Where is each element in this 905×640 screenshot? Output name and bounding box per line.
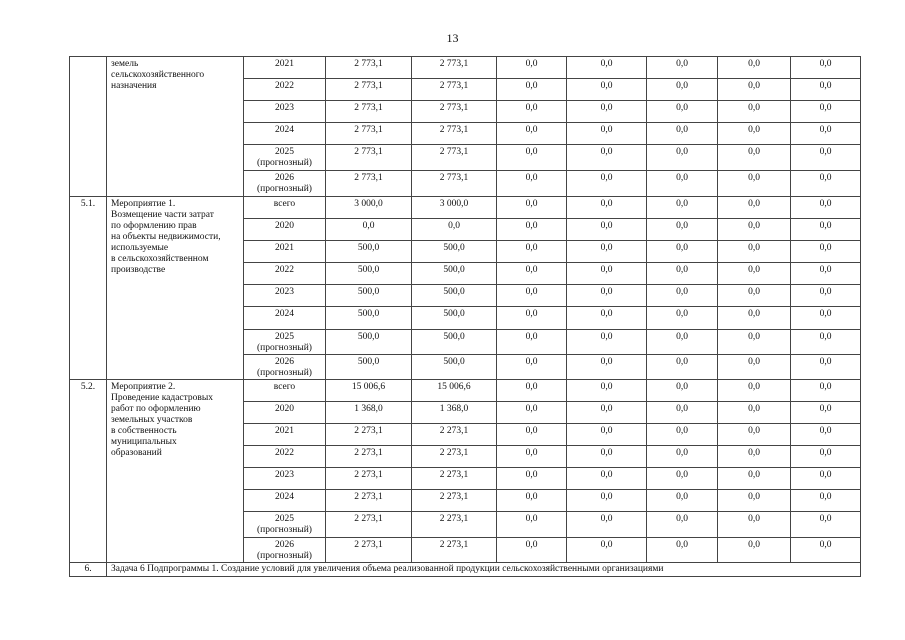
- value-cell: 0,0: [567, 219, 647, 241]
- value-cell: 0,0: [497, 123, 567, 145]
- value-cell: 0,0: [718, 490, 791, 512]
- value-cell: 2 773,1: [412, 101, 497, 123]
- value-cell: 0,0: [497, 330, 567, 355]
- value-cell: 2 273,1: [326, 538, 412, 563]
- year-label: 2026: [275, 357, 294, 367]
- value-cell: 0,0: [567, 285, 647, 307]
- year-cell: [244, 219, 326, 241]
- value-cell: 2 273,1: [412, 538, 497, 563]
- value-cell: 0,0: [497, 307, 567, 330]
- value-cell: 0,0: [497, 468, 567, 490]
- value-cell: 0,0: [647, 197, 718, 219]
- description-line: Проведение кадастровых: [111, 393, 214, 403]
- value-cell: 0,0: [791, 490, 861, 512]
- year-label: 2023: [275, 103, 294, 113]
- year-label: 2020: [275, 404, 294, 414]
- value-cell: 2 773,1: [412, 79, 497, 101]
- value-cell: 0,0: [791, 446, 861, 468]
- year-cell: [244, 285, 326, 307]
- value-cell: 0,0: [718, 241, 791, 263]
- item-description: [107, 57, 244, 197]
- value-cell: 500,0: [412, 330, 497, 355]
- item-code: 5.1.: [70, 197, 107, 380]
- value-cell: 2 773,1: [326, 145, 412, 171]
- year-cell: [244, 241, 326, 263]
- value-cell: 0,0: [647, 490, 718, 512]
- year-cell: [244, 79, 326, 101]
- value-cell: 0,0: [567, 380, 647, 402]
- value-cell: 0,0: [647, 512, 718, 538]
- value-cell: 0,0: [718, 380, 791, 402]
- year-cell: [244, 355, 326, 380]
- value-cell: 0,0: [791, 355, 861, 380]
- description-line: на объекты недвижимости,: [111, 232, 221, 242]
- value-cell: 0,0: [567, 538, 647, 563]
- forecast-label: (прогнозный): [257, 343, 312, 353]
- year-label: 2025: [275, 147, 294, 157]
- value-cell: 2 273,1: [412, 424, 497, 446]
- value-cell: 1 368,0: [412, 402, 497, 424]
- value-cell: 0,0: [497, 145, 567, 171]
- value-cell: 0,0: [647, 402, 718, 424]
- year-label: 2024: [275, 125, 294, 135]
- value-cell: 0,0: [567, 123, 647, 145]
- value-cell: 0,0: [567, 171, 647, 197]
- value-cell: 0,0: [497, 241, 567, 263]
- table-row: [70, 380, 861, 402]
- value-cell: 2 273,1: [412, 490, 497, 512]
- year-cell: [244, 101, 326, 123]
- value-cell: 0,0: [497, 197, 567, 219]
- value-cell: 0,0: [718, 123, 791, 145]
- value-cell: 0,0: [567, 424, 647, 446]
- value-cell: 500,0: [326, 355, 412, 380]
- value-cell: 2 273,1: [412, 512, 497, 538]
- value-cell: 2 773,1: [326, 101, 412, 123]
- value-cell: 0,0: [497, 424, 567, 446]
- value-cell: 0,0: [791, 380, 861, 402]
- value-cell: 0,0: [567, 263, 647, 285]
- year-label: 2026: [275, 540, 294, 550]
- value-cell: 0,0: [497, 101, 567, 123]
- value-cell: 0,0: [718, 538, 791, 563]
- value-cell: 0,0: [567, 79, 647, 101]
- value-cell: 0,0: [497, 512, 567, 538]
- value-cell: 0,0: [647, 330, 718, 355]
- value-cell: 0,0: [567, 57, 647, 79]
- value-cell: 0,0: [718, 101, 791, 123]
- description-line: Возмещение части затрат: [111, 210, 214, 220]
- value-cell: 0,0: [647, 263, 718, 285]
- value-cell: 2 273,1: [326, 490, 412, 512]
- value-cell: 0,0: [718, 285, 791, 307]
- value-cell: 0,0: [497, 402, 567, 424]
- forecast-label: (прогнозный): [257, 368, 312, 378]
- value-cell: 0,0: [567, 402, 647, 424]
- value-cell: 0,0: [567, 197, 647, 219]
- value-cell: 0,0: [647, 285, 718, 307]
- year-cell: [244, 145, 326, 171]
- value-cell: 0,0: [718, 145, 791, 171]
- value-cell: 2 273,1: [412, 468, 497, 490]
- forecast-label: (прогнозный): [257, 551, 312, 561]
- value-cell: 0,0: [718, 355, 791, 380]
- value-cell: 0,0: [791, 171, 861, 197]
- value-cell: 0,0: [791, 468, 861, 490]
- year-cell: [244, 380, 326, 402]
- value-cell: 0,0: [647, 57, 718, 79]
- value-cell: 0,0: [412, 219, 497, 241]
- value-cell: 0,0: [718, 219, 791, 241]
- value-cell: 0,0: [718, 424, 791, 446]
- value-cell: 0,0: [647, 307, 718, 330]
- value-cell: 500,0: [412, 355, 497, 380]
- description-line: муниципальных: [111, 437, 177, 447]
- description-line: земель: [111, 59, 139, 69]
- value-cell: 0,0: [791, 79, 861, 101]
- value-cell: 2 773,1: [412, 171, 497, 197]
- description-line: земельных участков: [111, 415, 193, 425]
- page-number: 13: [446, 31, 459, 45]
- value-cell: 0,0: [791, 512, 861, 538]
- value-cell: 2 773,1: [326, 79, 412, 101]
- value-cell: 2 773,1: [412, 123, 497, 145]
- value-cell: 0,0: [497, 355, 567, 380]
- forecast-label: (прогнозный): [257, 158, 312, 168]
- value-cell: 0,0: [647, 468, 718, 490]
- description-line: образований: [111, 448, 162, 458]
- value-cell: 0,0: [647, 241, 718, 263]
- value-cell: 0,0: [567, 355, 647, 380]
- value-cell: 0,0: [567, 468, 647, 490]
- value-cell: 0,0: [718, 57, 791, 79]
- value-cell: 0,0: [718, 330, 791, 355]
- value-cell: 0,0: [791, 307, 861, 330]
- item-code: 5.2.: [70, 380, 107, 563]
- value-cell: 0,0: [791, 402, 861, 424]
- year-cell: [244, 538, 326, 563]
- value-cell: 0,0: [791, 241, 861, 263]
- value-cell: 2 773,1: [412, 145, 497, 171]
- value-cell: 0,0: [497, 380, 567, 402]
- description-line: сельскохозяйственного: [111, 70, 205, 80]
- year-label: 2021: [275, 426, 294, 436]
- year-label: 2022: [275, 265, 294, 275]
- value-cell: 0,0: [791, 424, 861, 446]
- table-row: [70, 57, 861, 79]
- value-cell: 0,0: [791, 330, 861, 355]
- value-cell: 0,0: [497, 79, 567, 101]
- description-line: работ по оформлению: [111, 404, 201, 414]
- year-cell: [244, 512, 326, 538]
- value-cell: 0,0: [567, 446, 647, 468]
- value-cell: 0,0: [718, 307, 791, 330]
- value-cell: 0,0: [647, 380, 718, 402]
- value-cell: 15 006,6: [326, 380, 412, 402]
- year-cell: [244, 307, 326, 330]
- description-line: в сельскохозяйственном: [111, 254, 209, 264]
- year-cell: [244, 171, 326, 197]
- value-cell: 0,0: [497, 57, 567, 79]
- value-cell: 0,0: [718, 446, 791, 468]
- budget-table: [69, 56, 861, 577]
- value-cell: 0,0: [791, 57, 861, 79]
- item-description: [107, 380, 244, 563]
- year-cell: [244, 446, 326, 468]
- value-cell: 0,0: [647, 219, 718, 241]
- value-cell: 0,0: [718, 402, 791, 424]
- value-cell: 0,0: [567, 330, 647, 355]
- value-cell: 0,0: [647, 79, 718, 101]
- item-description: [107, 197, 244, 380]
- item-code: [70, 57, 107, 197]
- value-cell: 0,0: [718, 197, 791, 219]
- year-label: всего: [273, 382, 296, 392]
- value-cell: 0,0: [567, 490, 647, 512]
- value-cell: 0,0: [791, 285, 861, 307]
- description-line: производстве: [111, 265, 166, 275]
- year-label: 2023: [275, 287, 294, 297]
- year-cell: [244, 57, 326, 79]
- value-cell: 0,0: [718, 171, 791, 197]
- year-cell: [244, 402, 326, 424]
- value-cell: 0,0: [567, 512, 647, 538]
- value-cell: 2 273,1: [412, 446, 497, 468]
- value-cell: 0,0: [791, 145, 861, 171]
- value-cell: 0,0: [497, 219, 567, 241]
- year-label: 2024: [275, 492, 294, 502]
- value-cell: 2 273,1: [326, 512, 412, 538]
- value-cell: 0,0: [718, 468, 791, 490]
- year-label: всего: [273, 199, 296, 209]
- value-cell: 0,0: [497, 263, 567, 285]
- value-cell: 0,0: [326, 219, 412, 241]
- value-cell: 0,0: [647, 101, 718, 123]
- forecast-label: (прогнозный): [257, 184, 312, 194]
- year-cell: [244, 490, 326, 512]
- value-cell: 0,0: [497, 538, 567, 563]
- year-cell: [244, 263, 326, 285]
- value-cell: 2 273,1: [326, 424, 412, 446]
- value-cell: 500,0: [412, 241, 497, 263]
- value-cell: 1 368,0: [326, 402, 412, 424]
- task-description: Задача 6 Подпрограммы 1. Создание условий для увеличения объема реализованной продукции сельскохозяйственными организациями: [107, 563, 861, 577]
- value-cell: 0,0: [567, 101, 647, 123]
- value-cell: 0,0: [718, 79, 791, 101]
- value-cell: 0,0: [567, 145, 647, 171]
- description-line: назначения: [111, 81, 157, 91]
- table-row: [70, 197, 861, 219]
- value-cell: 500,0: [326, 330, 412, 355]
- value-cell: 0,0: [497, 490, 567, 512]
- year-cell: [244, 424, 326, 446]
- value-cell: 0,0: [647, 424, 718, 446]
- task-code: 6.: [70, 563, 107, 577]
- value-cell: 2 273,1: [326, 446, 412, 468]
- year-label: 2022: [275, 448, 294, 458]
- value-cell: 2 773,1: [326, 171, 412, 197]
- value-cell: 0,0: [791, 219, 861, 241]
- year-label: 2020: [275, 221, 294, 231]
- forecast-label: (прогнозный): [257, 525, 312, 535]
- value-cell: 0,0: [718, 512, 791, 538]
- year-cell: [244, 123, 326, 145]
- value-cell: 0,0: [497, 446, 567, 468]
- value-cell: 0,0: [791, 263, 861, 285]
- value-cell: 500,0: [412, 263, 497, 285]
- value-cell: 0,0: [791, 123, 861, 145]
- year-label: 2021: [275, 243, 294, 253]
- year-label: 2021: [275, 59, 294, 69]
- value-cell: 2 773,1: [326, 57, 412, 79]
- value-cell: 0,0: [647, 171, 718, 197]
- value-cell: 500,0: [412, 285, 497, 307]
- value-cell: 2 773,1: [412, 57, 497, 79]
- value-cell: 0,0: [791, 538, 861, 563]
- year-label: 2025: [275, 514, 294, 524]
- year-cell: [244, 468, 326, 490]
- value-cell: 0,0: [647, 145, 718, 171]
- value-cell: 0,0: [718, 263, 791, 285]
- year-label: 2022: [275, 81, 294, 91]
- value-cell: 0,0: [791, 197, 861, 219]
- value-cell: 2 773,1: [326, 123, 412, 145]
- value-cell: 500,0: [326, 241, 412, 263]
- value-cell: 0,0: [567, 307, 647, 330]
- value-cell: 500,0: [412, 307, 497, 330]
- description-line: Мероприятие 2.: [111, 382, 176, 392]
- value-cell: 500,0: [326, 307, 412, 330]
- year-cell: [244, 197, 326, 219]
- year-label: 2025: [275, 332, 294, 342]
- year-label: 2026: [275, 173, 294, 183]
- value-cell: 500,0: [326, 263, 412, 285]
- task-row: [70, 563, 861, 577]
- value-cell: 0,0: [497, 285, 567, 307]
- description-line: Мероприятие 1.: [111, 199, 176, 209]
- value-cell: 0,0: [497, 171, 567, 197]
- value-cell: 0,0: [647, 355, 718, 380]
- value-cell: 0,0: [647, 446, 718, 468]
- value-cell: 3 000,0: [326, 197, 412, 219]
- value-cell: 2 273,1: [326, 468, 412, 490]
- year-cell: [244, 330, 326, 355]
- value-cell: 500,0: [326, 285, 412, 307]
- value-cell: 0,0: [567, 241, 647, 263]
- description-line: в собственность: [111, 426, 177, 436]
- description-line: по оформлению прав: [111, 221, 197, 231]
- year-label: 2023: [275, 470, 294, 480]
- value-cell: 3 000,0: [412, 197, 497, 219]
- value-cell: 0,0: [647, 538, 718, 563]
- value-cell: 0,0: [647, 123, 718, 145]
- value-cell: 15 006,6: [412, 380, 497, 402]
- value-cell: 0,0: [791, 101, 861, 123]
- description-line: используемые: [111, 243, 169, 253]
- year-label: 2024: [275, 309, 294, 319]
